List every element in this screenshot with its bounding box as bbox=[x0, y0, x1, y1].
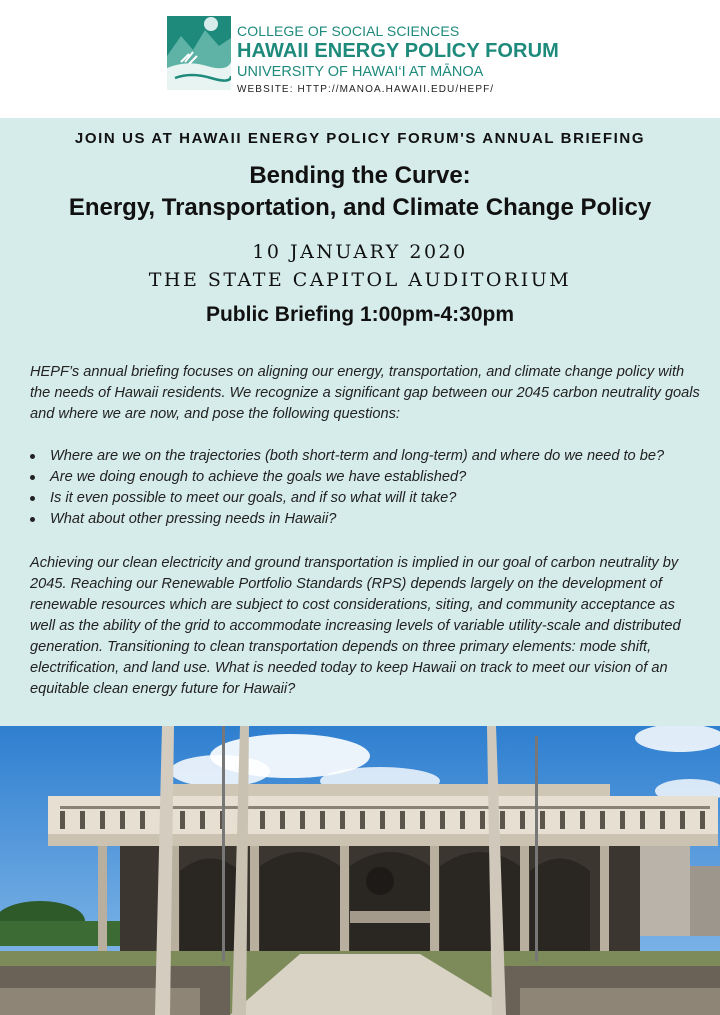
bullet-icon bbox=[30, 475, 35, 480]
question-text: Is it even possible to meet our goals, and if so what will it take? bbox=[50, 490, 457, 506]
question-text: Where are we on the trajectories (both short-term and long-term) and where do we need to be? bbox=[50, 448, 665, 464]
bullet-icon bbox=[30, 517, 35, 522]
list-item bbox=[30, 467, 700, 488]
hepf-logo-icon bbox=[167, 16, 231, 90]
event-date-venue bbox=[0, 238, 720, 294]
website-url[interactable]: WEBSITE: HTTP://MANOA.HAWAII.EDU/HEPF/ bbox=[237, 84, 495, 95]
event-time: Public Briefing 1:00pm-4:30pm bbox=[205, 303, 515, 326]
event-date: 10 JANUARY 2020 bbox=[252, 241, 468, 263]
event-title-line2: Energy, Transportation, and Climate Change Policy bbox=[68, 194, 652, 221]
event-panel bbox=[0, 118, 720, 726]
state-capitol-photo bbox=[0, 726, 720, 1015]
forum-name: HAWAII ENERGY POLICY FORUM bbox=[237, 40, 559, 62]
question-text: What about other pressing needs in Hawaii? bbox=[50, 511, 337, 527]
bullet-icon bbox=[30, 454, 35, 459]
list-item bbox=[30, 446, 700, 467]
header-text bbox=[237, 22, 559, 97]
event-title-line1: Bending the Curve: bbox=[249, 162, 471, 189]
university-name: UNIVERSITY OF HAWAI‘I AT MĀNOA bbox=[237, 64, 484, 80]
list-item bbox=[30, 509, 700, 530]
intro-paragraph: HEPF’s annual briefing focuses on aligning our energy, transportation, and climate change policy with the needs of Hawaii residents. We recognize a significant gap between our 2045 carbon neutrality goals and where we are now, and pose the following questions: bbox=[30, 364, 700, 422]
event-venue: THE STATE CAPITOL AUDITORIUM bbox=[148, 269, 572, 291]
question-text: Are we doing enough to achieve the goals we have established? bbox=[50, 469, 467, 485]
bullet-icon bbox=[30, 496, 35, 501]
event-kicker: JOIN US AT HAWAII ENERGY POLICY FORUM'S ANNUAL BRIEFING bbox=[74, 130, 646, 147]
questions-list bbox=[30, 446, 700, 530]
event-title bbox=[0, 160, 720, 224]
list-item bbox=[30, 488, 700, 509]
college-name: COLLEGE OF SOCIAL SCIENCES bbox=[237, 23, 460, 39]
header bbox=[0, 0, 720, 118]
closing-paragraph: Achieving our clean electricity and ground transportation is implied in our goal of carbon neutrality by 2045. Reaching our Renewable Portfolio Standards (RPS) depends largely on the development of renewable resources which are subject to cost considerations, siting, and community acceptance as well as the ability of the grid to accommodate increasing levels of variable utility-scale and distributed generation. Transitioning to clean transportation depends on three primary elements: mode shift, electrification, and land use. What is needed today to keep Hawaii on track to meet our vision of an equitable clean energy future for Hawaii? bbox=[30, 555, 681, 697]
